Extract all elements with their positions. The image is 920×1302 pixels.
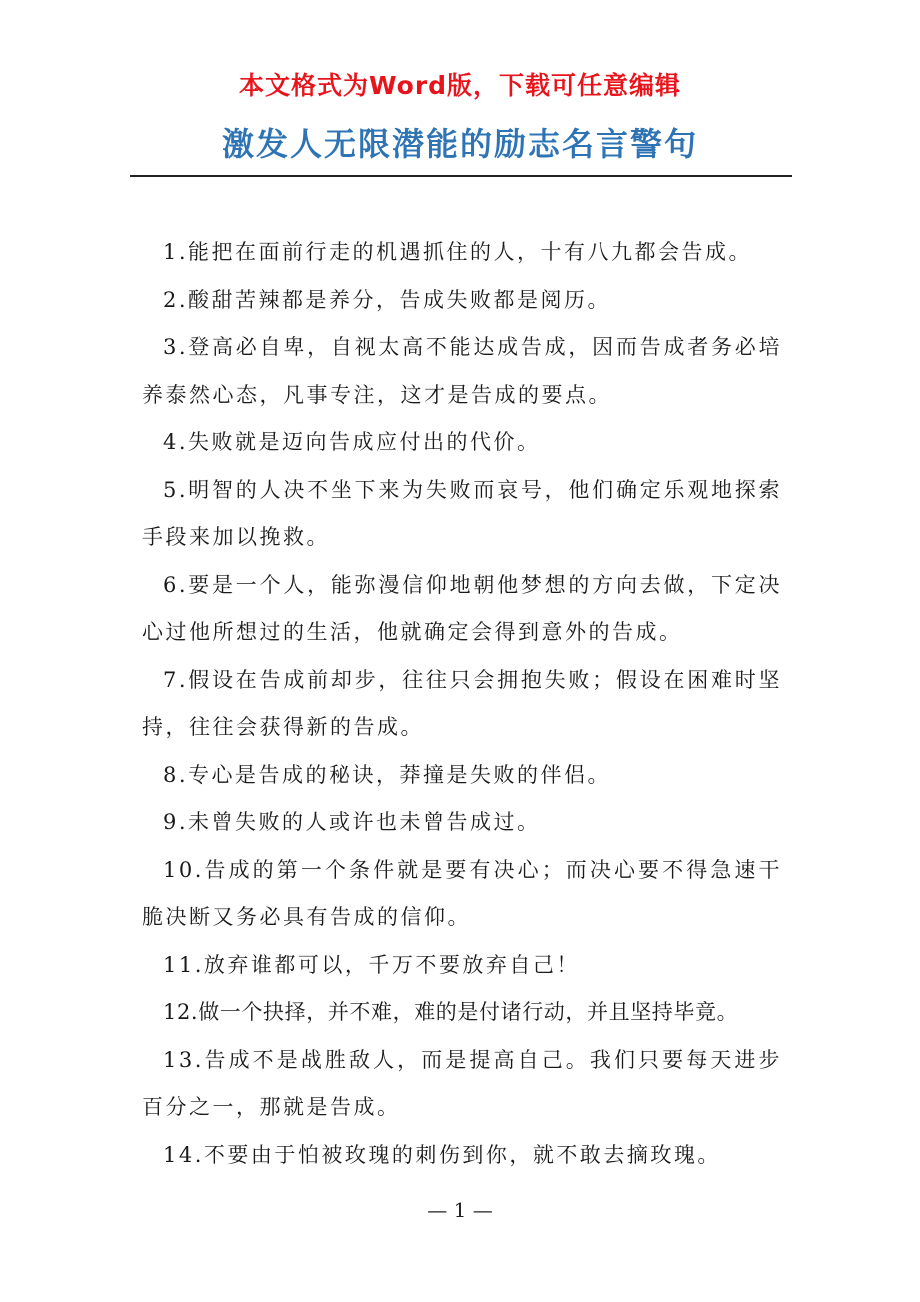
quote-item: 2.酸甜苦辣都是养分，告成失败都是阅历。 bbox=[163, 287, 612, 312]
quote-item: 6.要是一个人，能弥漫信仰地朝他梦想的方向去做，下定决心过他所想过的生活，他就确定会得到意外的告成。 bbox=[142, 572, 782, 644]
page-number: — 1 — bbox=[427, 1198, 493, 1222]
quote-item: 1.能把在面前行走的机遇抓住的人，十有八九都会告成。 bbox=[163, 240, 753, 264]
title-divider bbox=[130, 175, 792, 177]
download-notice: 本文格式为Word版，下载可任意编辑 bbox=[238, 71, 682, 100]
document-title: 激发人无限潜能的励志名言警句 bbox=[221, 125, 698, 163]
quote-item: 11.放弃谁都可以，千万不要放弃自己！ bbox=[163, 952, 580, 977]
quote-item: 7.假设在告成前却步，往往只会拥抱失败；假设在困难时坚持，往往会获得新的告成。 bbox=[142, 667, 782, 739]
quote-list bbox=[142, 229, 782, 1179]
quote-item: 8.专心是告成的秘诀，莽撞是失败的伴侣。 bbox=[163, 762, 612, 787]
quote-item: 14.不要由于怕被玫瑰的刺伤到你，就不敢去摘玫瑰。 bbox=[163, 1142, 721, 1167]
quote-item: 13.告成不是战胜敌人，而是提高自己。我们只要每天进步百分之一，那就是告成。 bbox=[142, 1047, 782, 1119]
quote-item: 3.登高必自卑，自视太高不能达成告成，因而告成者务必培养泰然心态，凡事专注，这才是告成的要点。 bbox=[142, 335, 782, 407]
quote-item: 5.明智的人决不坐下来为失败而哀号，他们确定乐观地探索手段来加以挽救。 bbox=[142, 477, 782, 549]
quote-item: 12.做一个抉择，并不难，难的是付诸行动，并且坚持毕竟。 bbox=[163, 1000, 739, 1024]
quote-item: 9.未曾失败的人或许也未曾告成过。 bbox=[163, 810, 541, 834]
quote-item: 4.失败就是迈向告成应付出的代价。 bbox=[163, 430, 541, 454]
quote-item: 10.告成的第一个条件就是要有决心；而决心要不得急速干脆决断又务必具有告成的信仰。 bbox=[142, 857, 782, 929]
